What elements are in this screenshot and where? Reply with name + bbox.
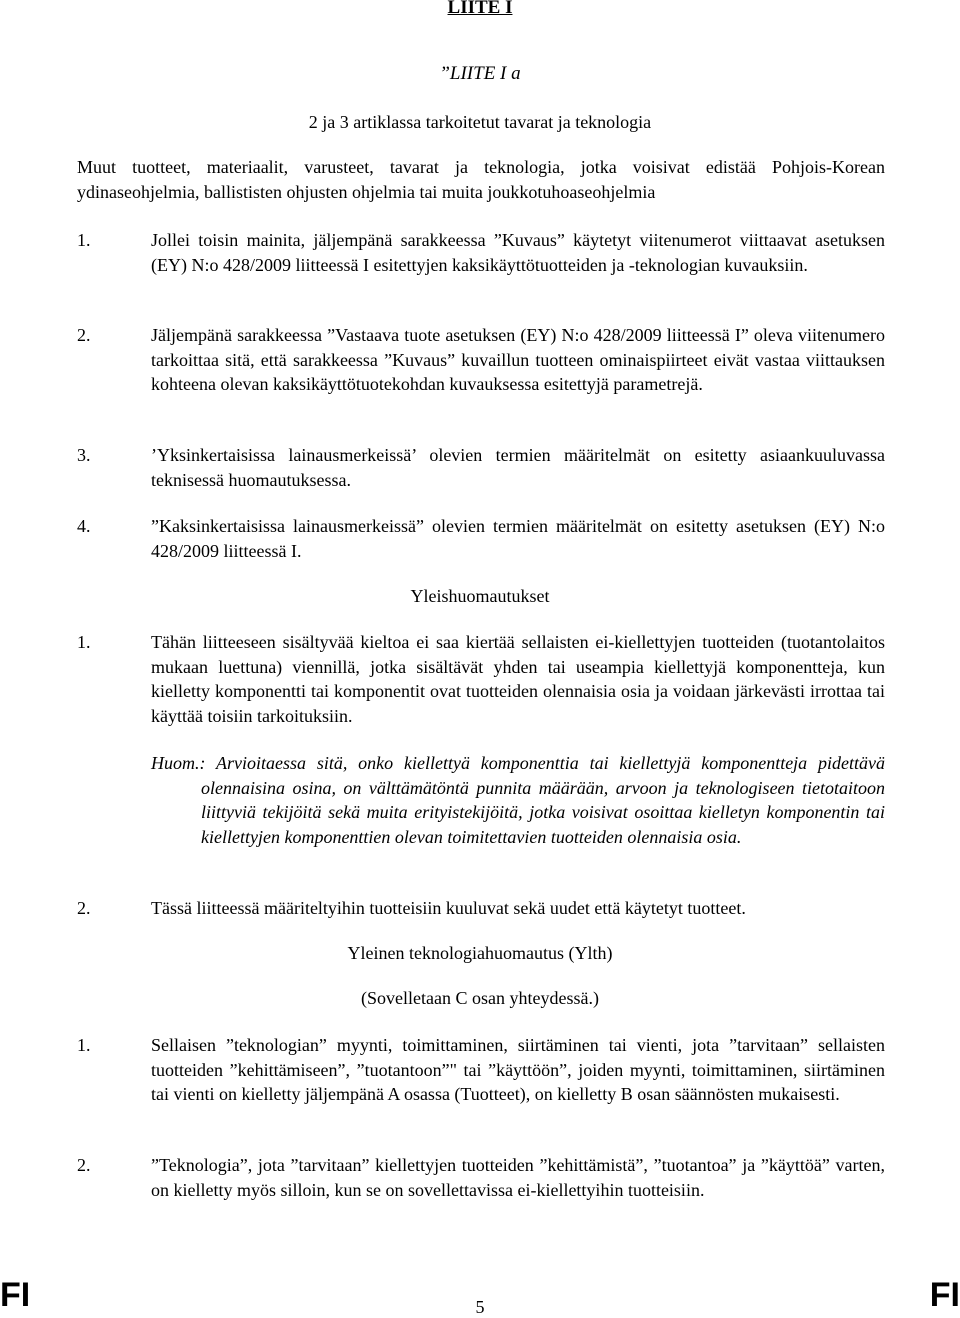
note-block [151,751,885,849]
general-notes-heading: Yleishuomautukset [410,586,550,606]
item-text: Tähän liitteeseen sisältyvää kieltoa ei saa kiertää sellaisten ei-kiellettyjen tuotteiden (tuotantolaitos mukaan luettuna) viennillä, jotka sisältävät yhden tai useampia kiellettyjä komponentteja, kun kielletty komponentti tai komponentit ovat tuotteiden olennaisia osia ja voidaan järkevästi irrottaa tai käyttää toisiin tarkoituksiin. [151,632,885,726]
item-text: Jäljempänä sarakkeessa ”Vastaava tuote asetuksen (EY) N:o 428/2009 liitteessä I” oleva viitenumero tarkoittaa sitä, että sarakkeessa ”Kuvaus” kuvaillun tuotteen ominaispiirteet eivät vastaa viittauksen kohteena olevan kaksikäyttötuotekohdan kuvauksessa esitettyjä parametrejä. [151,325,885,394]
item-text: ”Kaksinkertaisissa lainausmerkeissä” olevien termien määritelmät on esitetty asetuksen (EY) N:o 428/2009 liitteessä I. [151,516,885,561]
item-text: Tässä liitteessä määriteltyihin tuotteisiin kuuluvat sekä uudet että käytetyt tuotteet. [151,898,746,918]
item-number: 2. [77,325,91,345]
item-text: Sellaisen ”teknologian” myynti, toimittaminen, siirtäminen tai vienti, jota ”tarvitaan” sellaisten tuotteiden ”kehittämiseen”, ”tuotantoon”" tai ”käyttöön”, joiden myynti, toimittaminen, siirtäminen tai vienti on kielletty jäljempänä A osassa (Tuotteet), on kielletty B osan säännösten mukaisesti. [151,1035,885,1104]
footer-language-code-right: FI [929,1276,960,1314]
tech-note-heading: Yleinen teknologiahuomautus (Ylth) [347,943,613,963]
annex-title: LIITE I [447,0,513,18]
annex-subtitle: ”LIITE I a [439,63,521,84]
item-number: 2. [77,1155,91,1175]
item-number: 4. [77,516,91,536]
note-text: : Arvioitaessa sitä, onko kiellettyä komponenttia tai kiellettyjä komponentteja pidettävä olennaisina osina, on välttämätöntä punnita määrään, arvoon ja teknologiseen tietotaitoon liittyviä tekijöitä sekä muita erityistekijöitä, jotka voisivat osoittaa kielletyn komponentin tai kiellettyjen komponenttien olevan toimitettavien tuotteiden olennaisia osia. [199,753,885,847]
item-text: Jollei toisin mainita, jäljempänä sarakkeessa ”Kuvaus” käytetyt viitenumerot viittaavat asetuksen (EY) N:o 428/2009 liitteessä I esitettyjen kaksikäyttötuotteiden ja -teknologian kuvauksiin. [151,230,885,275]
item-number: 2. [77,898,91,918]
item-text: ’Yksinkertaisissa lainausmerkeissä’ olevien termien määritelmät on esitetty asiaankuuluvassa teknisessä huomautuksessa. [151,445,885,490]
page-number: 5 [475,1297,485,1317]
item-number: 3. [77,445,91,465]
footer-language-code-left: FI [0,1276,31,1314]
note-label: Huom. [151,753,200,773]
item-number: 1. [77,632,91,652]
intro-paragraph: Muut tuotteet, materiaalit, varusteet, tavarat ja teknologia, jotka voisivat edistää Pohjois-Korean ydinaseohjelmia, ballististen ohjusten ohjelmia tai muita joukkotuhoaseohjelmia [77,157,885,202]
tech-note-subheading: (Sovelletaan C osan yhteydessä.) [361,988,599,1008]
item-number: 1. [77,230,91,250]
item-text: ”Teknologia”, jota ”tarvitaan” kiellettyjen tuotteiden ”kehittämistä”, ”tuotantoa” ja ”käyttöä” varten, on kielletty myös silloin, kun se on sovellettavissa ei-kiellettyihin tuotteisiin. [151,1155,885,1200]
item-number: 1. [77,1035,91,1055]
section-heading: 2 ja 3 artiklassa tarkoitetut tavarat ja teknologia [308,112,652,132]
